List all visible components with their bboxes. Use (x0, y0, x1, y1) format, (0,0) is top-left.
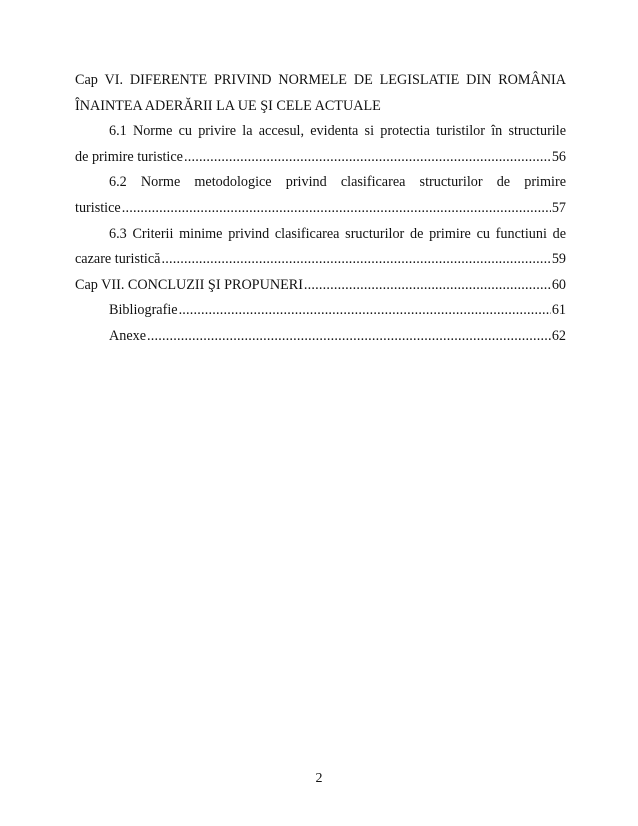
toc-s61-line2 (75, 145, 566, 171)
toc-cap6-title-part1: Cap VI. DIFERENTE PRIVIND NORMELE DE LEGISLATIE DIN ROMÂNIA (75, 72, 566, 88)
dot-leader (147, 324, 551, 350)
toc-anexe-title: Anexe (109, 327, 147, 344)
table-of-contents (75, 68, 566, 350)
toc-bibliografie-title: Bibliografie (109, 302, 178, 319)
toc-cap7-title: Cap VII. CONCLUZII ŞI PROPUNERI (75, 276, 303, 293)
toc-anexe-page: 62 (551, 327, 566, 344)
toc-cap6-title-part2: ÎNAINTEA ADERĂRII LA UE ŞI CELE ACTUALE (75, 97, 381, 114)
toc-cap6-line1 (75, 68, 566, 94)
toc-s63-line1 (75, 222, 566, 248)
toc-s62-title-part2: turistice (75, 199, 121, 216)
toc-bibliografie (109, 298, 566, 324)
dot-leader (122, 196, 551, 222)
page-number: 2 (315, 771, 323, 786)
toc-anexe-row (75, 324, 566, 350)
toc-s61-page: 56 (551, 148, 566, 165)
toc-cap6-line2 (75, 94, 566, 120)
toc-bibliografie-page: 61 (551, 302, 566, 319)
dot-leader (184, 145, 551, 171)
dot-leader (179, 298, 551, 324)
toc-s63-line2 (75, 247, 566, 273)
dot-leader (161, 247, 550, 273)
toc-cap7-page: 60 (551, 276, 566, 293)
toc-s63-title-part1: 6.3 Criterii minime privind clasificarea sructurilor de primire cu functiuni de (109, 225, 566, 242)
dot-leader (304, 273, 551, 299)
toc-s62-line2 (75, 196, 566, 222)
toc-cap7 (75, 273, 566, 299)
toc-s61-title-part1: 6.1 Norme cu privire la accesul, evidenta si protectia turistilor în structurile (109, 123, 566, 140)
toc-s63-title-part2: cazare turistică (75, 251, 161, 268)
toc-s62-line1 (75, 170, 566, 196)
toc-s61-line1 (75, 119, 566, 145)
toc-s62-title-part1: 6.2 Norme metodologice privind clasificarea structurilor de primire (109, 174, 566, 191)
toc-s61-title-part2: de primire turistice (75, 148, 183, 165)
toc-bibliografie-row (75, 298, 566, 324)
toc-s62-page: 57 (551, 199, 566, 216)
toc-anexe (109, 324, 566, 350)
toc-s63-page: 59 (551, 251, 566, 268)
